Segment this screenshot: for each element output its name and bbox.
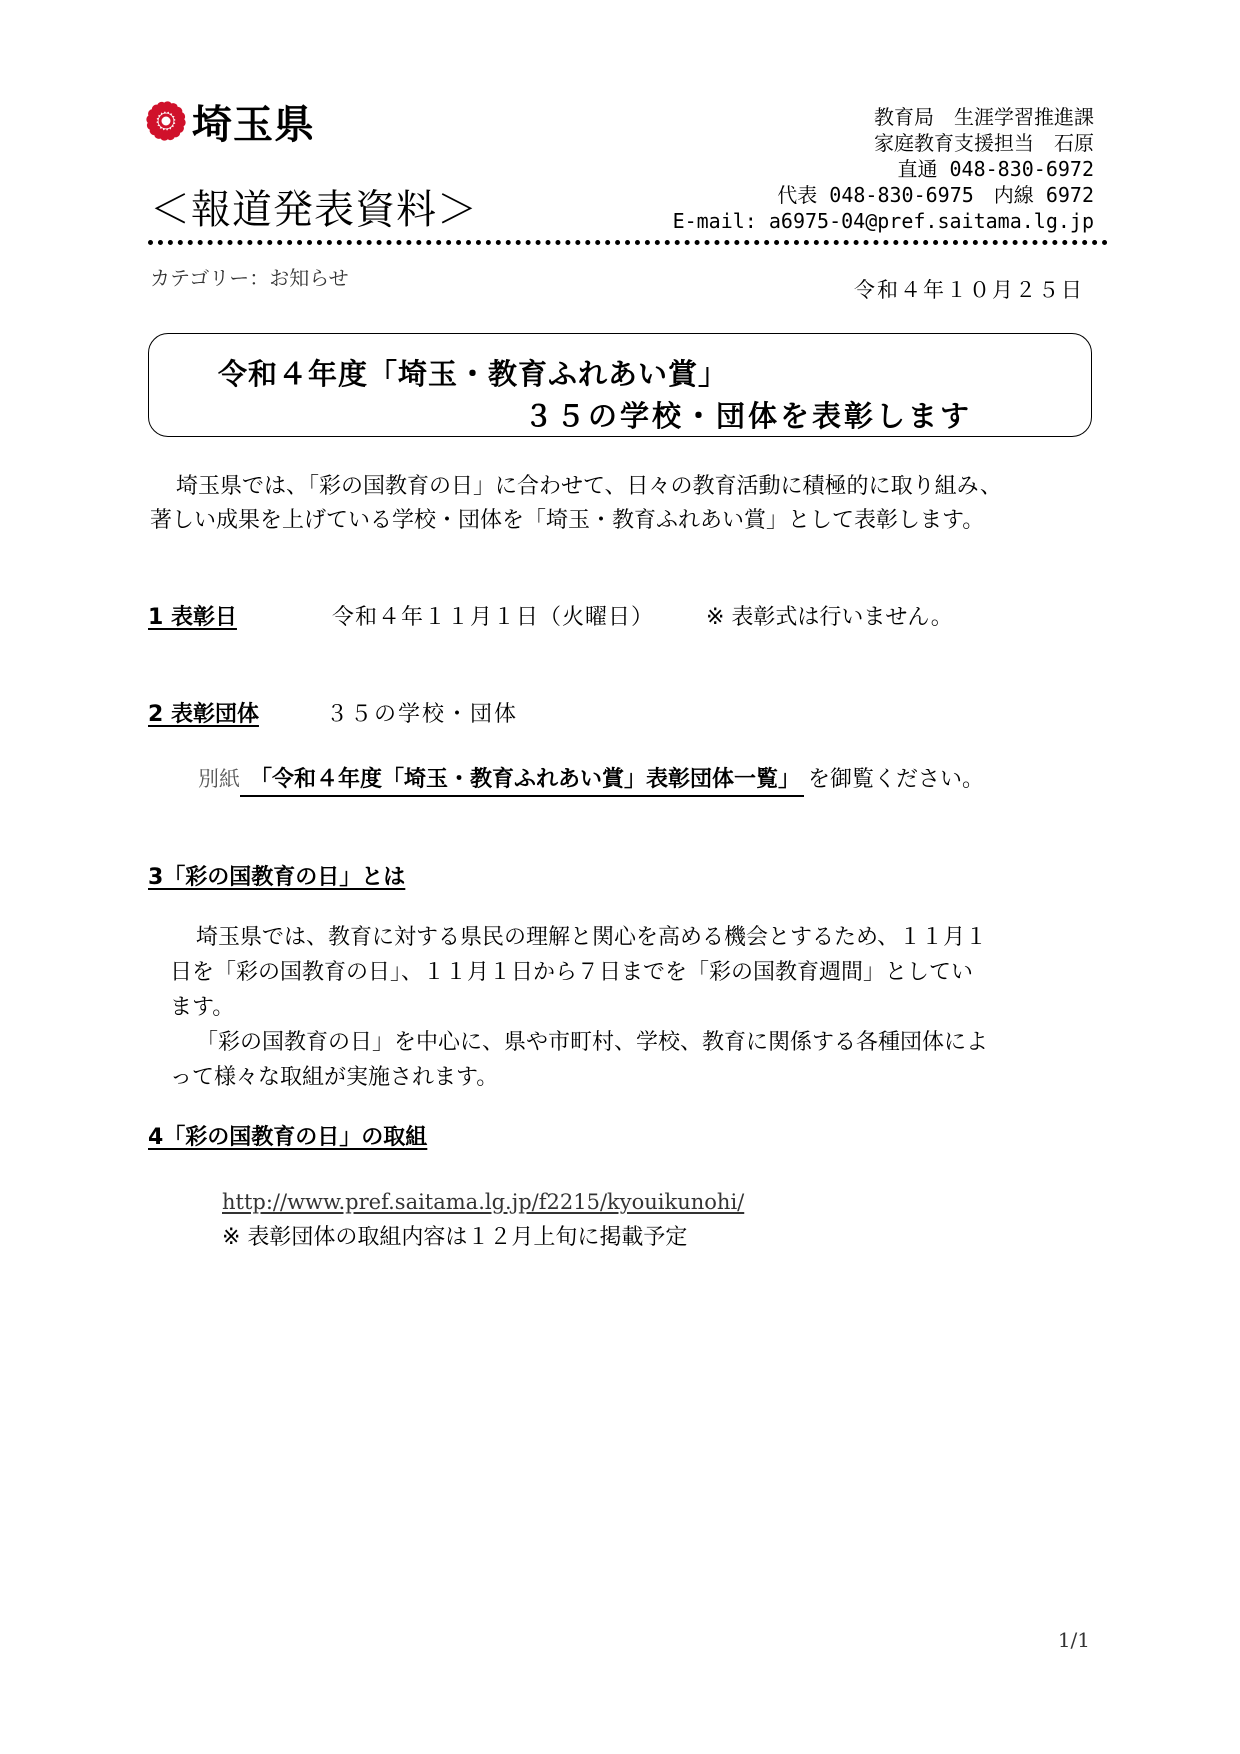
logo-text: 埼玉県 xyxy=(192,100,315,148)
category-label: カテゴリー：お知らせ xyxy=(150,266,349,290)
contact-block xyxy=(673,104,1094,234)
s3-line-4: 「彩の国教育の日」を中心に、県や市町村、学校、教育に関係する各種団体によ xyxy=(196,1030,989,1055)
dotted-divider xyxy=(148,240,1108,245)
s3-line-3: ます。 xyxy=(170,995,235,1020)
page-number: 1/1 xyxy=(1057,1628,1090,1652)
section-2-heading: 2 表彰団体 xyxy=(148,702,259,727)
intro-line-1: 埼玉県では、「彩の国教育の日」に合わせて、日々の教育活動に積極的に取り組み、 xyxy=(176,474,1002,499)
title-line-2: ３５の学校・団体を表彰します xyxy=(524,399,973,433)
attachment-prefix: 別紙 xyxy=(198,767,240,791)
s3-line-2: 日を「彩の国教育の日」、１１月１日から７日までを「彩の国教育週間」としてい xyxy=(170,960,974,985)
contact-main-phone: 代表 048-830-6975 内線 6972 xyxy=(777,183,1094,207)
release-date: 令和４年１０月２５日 xyxy=(854,278,1084,302)
saitama-logo xyxy=(146,96,315,146)
section-4-note: ※ 表彰団体の取組内容は１２月上旬に掲載予定 xyxy=(222,1225,688,1250)
section-1-heading: 1 表彰日 xyxy=(148,605,237,630)
section-4-heading: 4「彩の国教育の日」の取組 xyxy=(148,1125,428,1150)
contact-dept: 教育局 生涯学習推進課 xyxy=(874,105,1094,129)
section-3-heading: 3「彩の国教育の日」とは xyxy=(148,865,406,890)
intro-paragraph xyxy=(150,470,1100,538)
contact-direct-phone: 直通 048-830-6972 xyxy=(897,157,1094,181)
contact-email[interactable]: E-mail: a6975-04@pref.saitama.lg.jp xyxy=(672,209,1094,233)
award-recipients-count: ３５の学校・団体 xyxy=(326,702,519,727)
saitama-emblem-icon xyxy=(146,101,186,141)
attachment-link[interactable]: 「令和４年度「埼玉・教育ふれあい賞」表彰団体一覧」 xyxy=(240,762,804,797)
award-date: 令和４年１１月１日（火曜日） xyxy=(332,605,655,630)
title-line-1: 令和４年度「埼玉・教育ふれあい賞」 xyxy=(218,357,729,391)
kyouikunohi-url[interactable]: http://www.pref.saitama.lg.jp/f2215/kyouikunohi/ xyxy=(222,1190,745,1214)
s3-line-5: って様々な取組が実施されます。 xyxy=(170,1065,499,1090)
attachment-suffix: を御覧ください。 xyxy=(808,767,985,792)
section-3-body xyxy=(170,920,1100,1095)
s3-line-1: 埼玉県では、教育に対する県民の理解と関心を高める機会とするため、１１月１ xyxy=(196,925,988,950)
award-date-note: ※ 表彰式は行いません。 xyxy=(706,605,953,630)
press-release-title: ＜報道発表資料＞ xyxy=(150,187,478,233)
intro-line-2: 著しい成果を上げている学校・団体を「埼玉・教育ふれあい賞」として表彰します。 xyxy=(150,508,985,533)
attachment-reference xyxy=(198,762,984,797)
contact-person: 家庭教育支援担当 石原 xyxy=(874,131,1094,155)
